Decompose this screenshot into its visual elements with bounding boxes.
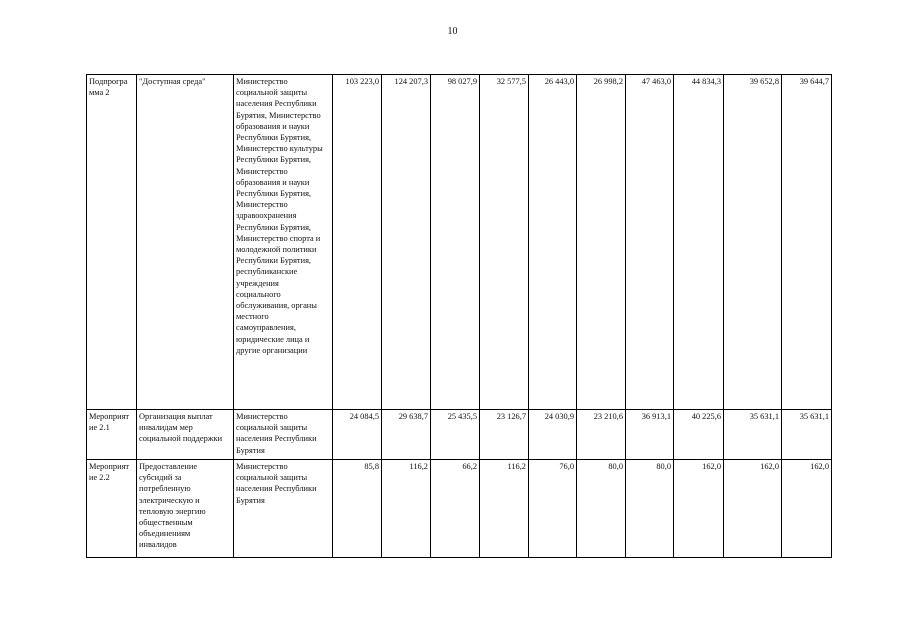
value-cell: 29 638,7: [382, 410, 431, 460]
value-cell: 24 084,5: [333, 410, 382, 460]
value-cell: 35 631,1: [724, 410, 782, 460]
row-name-cell: "Доступная среда": [137, 75, 234, 410]
value-cell: 32 577,5: [480, 75, 529, 410]
value-cell: 26 998,2: [577, 75, 626, 410]
table-row: [87, 75, 832, 410]
value-cell: 39 644,7: [782, 75, 832, 410]
row-executor-cell: Министерство социальной защиты населения Республики Бурятия: [234, 410, 333, 460]
table-row: [87, 410, 832, 460]
value-cell: 66,2: [431, 460, 480, 558]
value-cell: 23 210,6: [577, 410, 626, 460]
row-executor-cell: Министерство социальной защиты населения Республики Бурятия, Министерство образования и науки Республики Бурятия, Министерство культуры Республики Бурятия, Министерство образования и науки Республики Бурятия, Министерство здравоохранения Республики Бурятия, Министерство спорта и молодежной политики Республики Бурятия, республиканские учреждения социального обслуживания, органы местного самоуправления, юридические лица и другие организации: [234, 75, 333, 410]
row-code-cell: Мероприят ие 2.2: [87, 460, 137, 558]
value-cell: 23 126,7: [480, 410, 529, 460]
budget-table: [86, 74, 832, 558]
row-code-cell: Подпрогра мма 2: [87, 75, 137, 410]
value-cell: 162,0: [724, 460, 782, 558]
table-row: [87, 460, 832, 558]
page-number: 10: [447, 26, 458, 37]
value-cell: 36 913,1: [626, 410, 674, 460]
value-cell: 124 207,3: [382, 75, 431, 410]
value-cell: 47 463,0: [626, 75, 674, 410]
value-cell: 116,2: [382, 460, 431, 558]
value-cell: 116,2: [480, 460, 529, 558]
value-cell: 24 030,9: [529, 410, 577, 460]
value-cell: 35 631,1: [782, 410, 832, 460]
row-name-cell: Предоставление субсидий за потребленную электрическую и тепловую энергию общественным объединениям инвалидов: [137, 460, 234, 558]
value-cell: 80,0: [626, 460, 674, 558]
value-cell: 103 223,0: [333, 75, 382, 410]
value-cell: 44 834,3: [674, 75, 724, 410]
row-executor-cell: Министерство социальной защиты населения Республики Бурятия: [234, 460, 333, 558]
value-cell: 26 443,0: [529, 75, 577, 410]
value-cell: 39 652,8: [724, 75, 782, 410]
value-cell: 162,0: [782, 460, 832, 558]
value-cell: 76,0: [529, 460, 577, 558]
value-cell: 80,0: [577, 460, 626, 558]
value-cell: 98 027,9: [431, 75, 480, 410]
value-cell: 40 225,6: [674, 410, 724, 460]
value-cell: 85,8: [333, 460, 382, 558]
row-code-cell: Мероприят ие 2.1: [87, 410, 137, 460]
value-cell: 25 435,5: [431, 410, 480, 460]
value-cell: 162,0: [674, 460, 724, 558]
row-name-cell: Организация выплат инвалидам мер социальной поддержки: [137, 410, 234, 460]
